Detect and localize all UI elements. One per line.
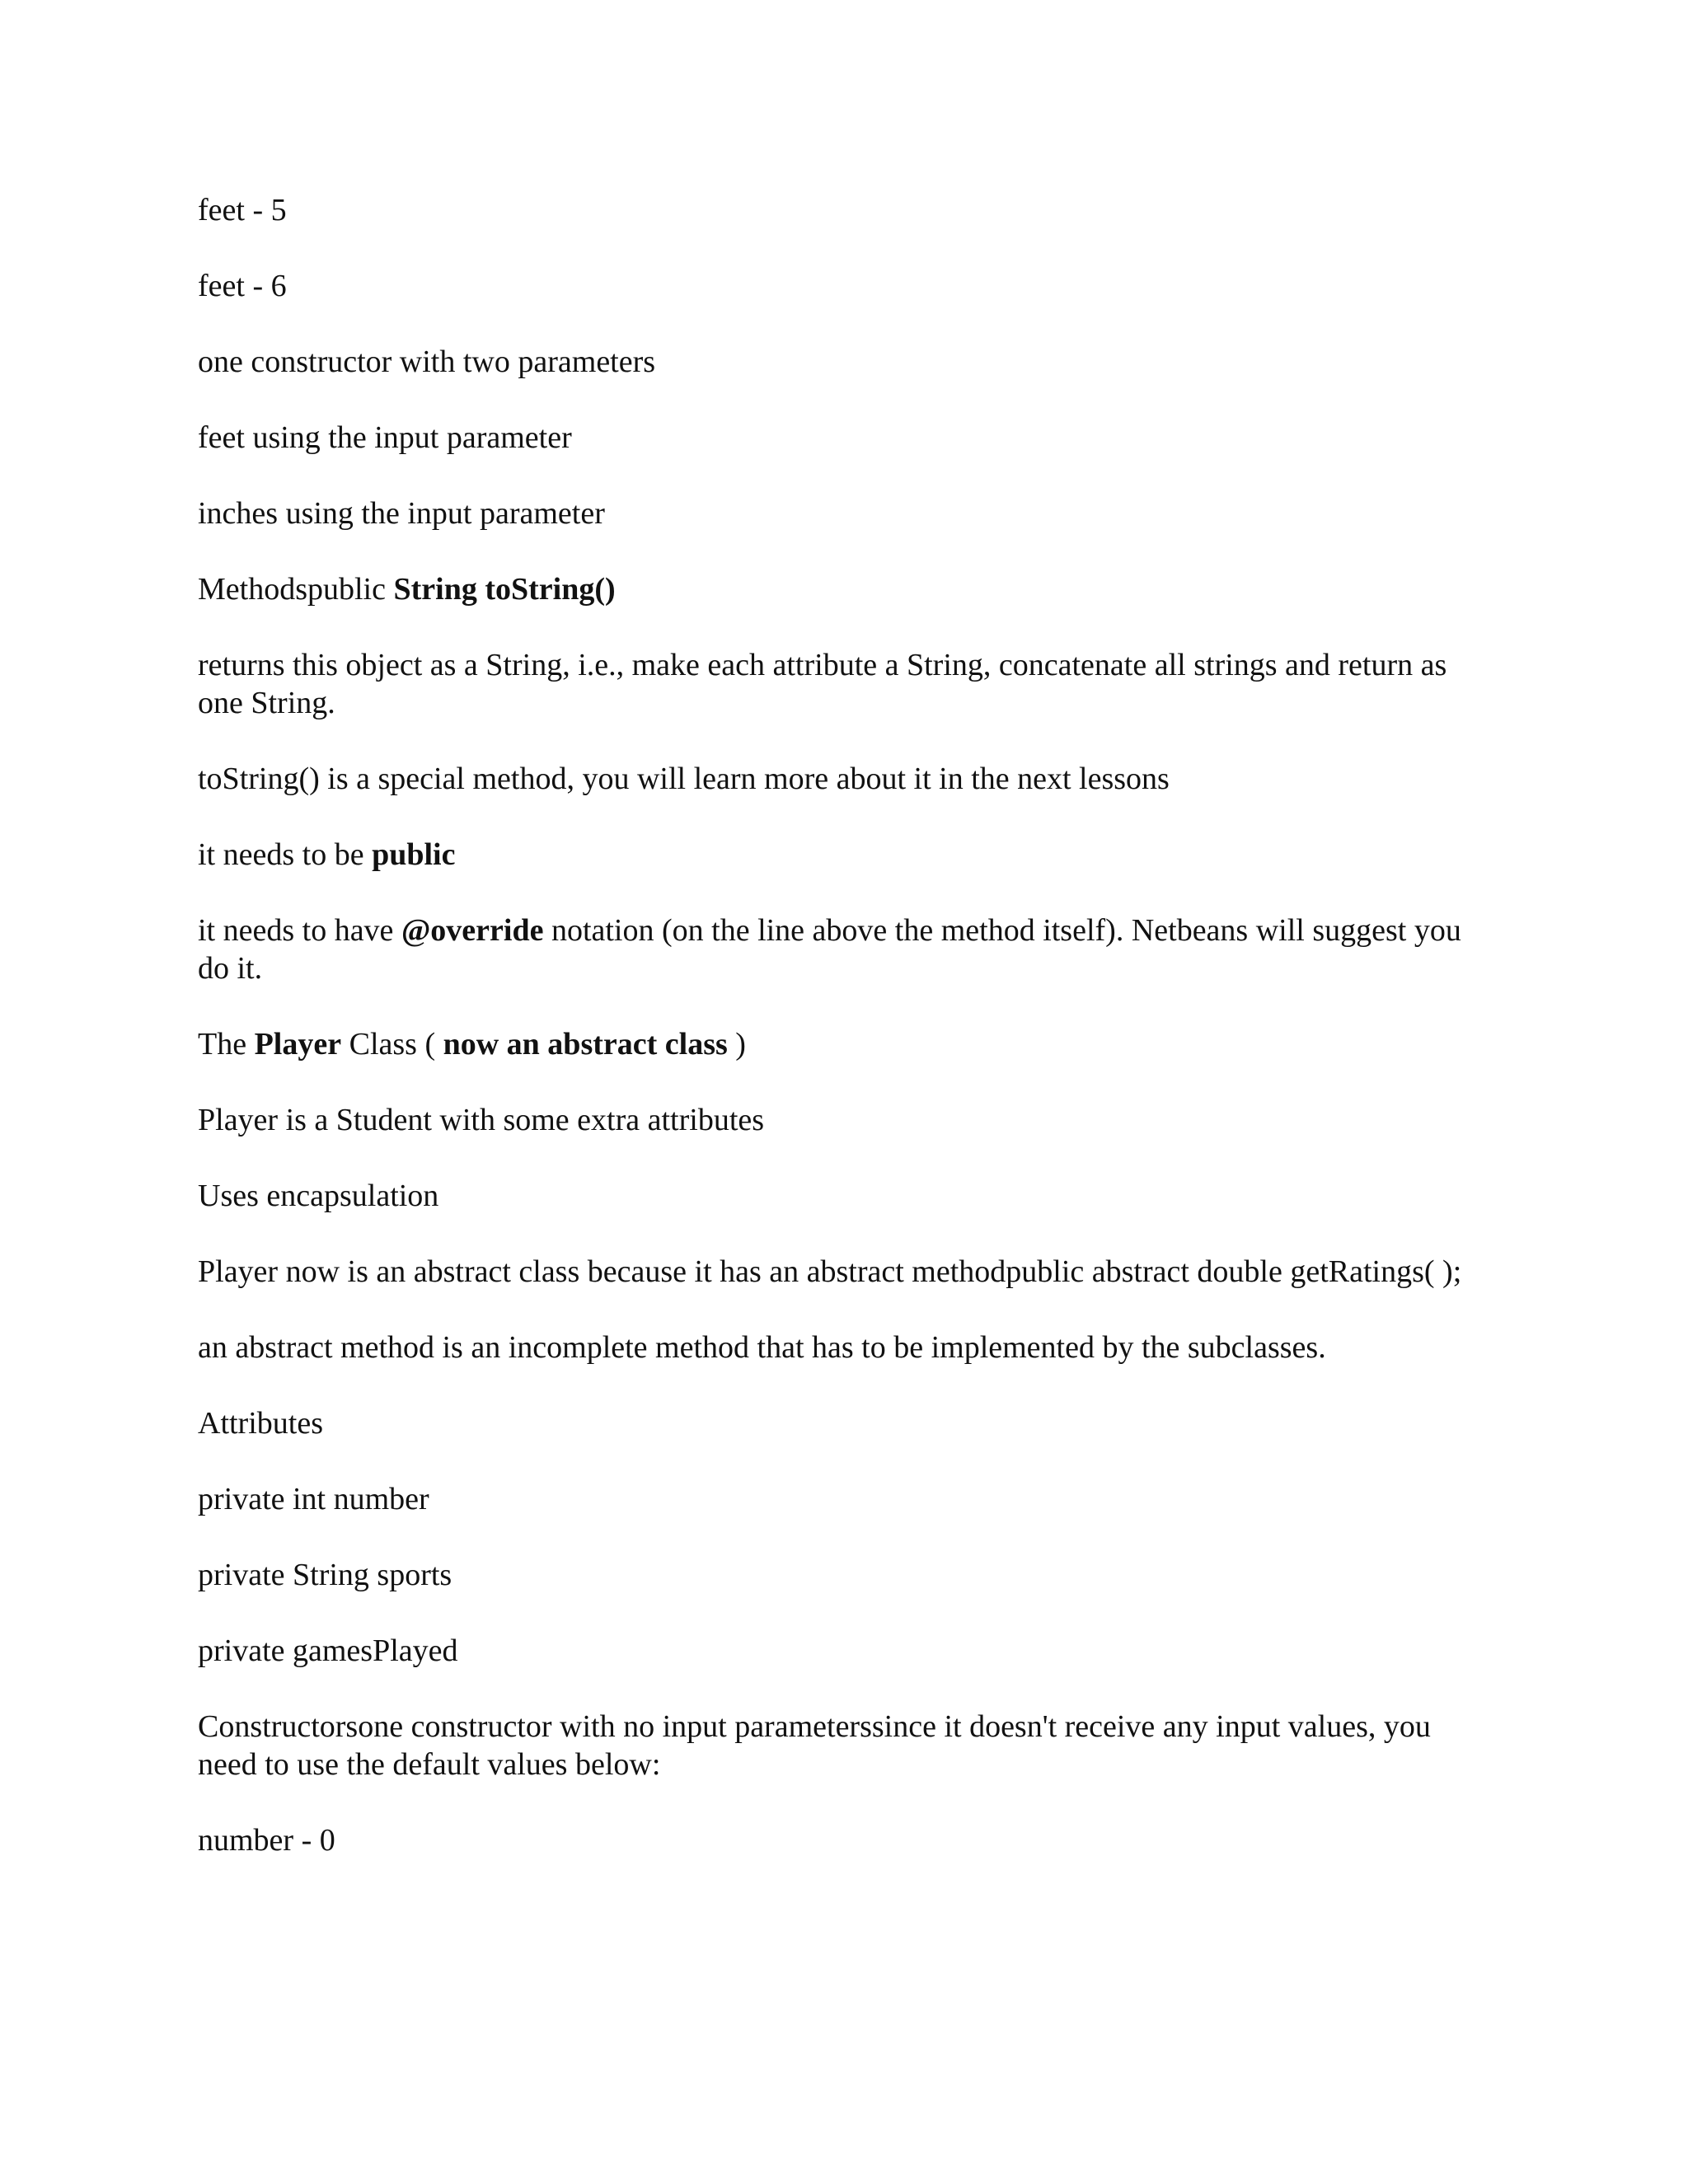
text-line: Player now is an abstract class because it has an abstract methodpublic abstract double getRatings( ); <box>198 1254 1462 1289</box>
text-line: Uses encapsulation <box>198 1179 439 1213</box>
text-line: Attributes <box>198 1406 323 1441</box>
text-run: it needs to have <box>198 913 401 948</box>
text-line: feet - 6 <box>198 269 287 303</box>
bold-text: public <box>372 837 456 872</box>
bold-text: @override <box>401 913 544 948</box>
text-line: an abstract method is an incomplete method that has to be implemented by the subclasses. <box>198 1330 1326 1365</box>
text-line: private int number <box>198 1482 429 1516</box>
text-line: number - 0 <box>198 1823 335 1858</box>
text-line: feet using the input parameter <box>198 420 572 455</box>
text-run: it needs to be <box>198 837 373 872</box>
text-line <box>198 836 1484 874</box>
bold-text: now an abstract class <box>443 1027 728 1062</box>
document-body <box>198 191 1484 1859</box>
text-run: The <box>198 1027 255 1062</box>
text-line: private gamesPlayed <box>198 1633 458 1668</box>
text-line: Player is a Student with some extra attributes <box>198 1103 765 1137</box>
text-run: Class ( <box>341 1027 443 1062</box>
text-run: notation (on the line above the method itself). Netbeans will suggest you do it. <box>198 913 1461 986</box>
text-line: Constructorsone constructor with no input parameterssince it doesn't receive any input values, you need to use the default values below: <box>198 1709 1431 1782</box>
text-line <box>198 912 1484 987</box>
text-line: inches using the input parameter <box>198 496 605 531</box>
text-line: returns this object as a String, i.e., make each attribute a String, concatenate all strings and return as one String. <box>198 648 1447 720</box>
text-line: private String sports <box>198 1558 452 1592</box>
text-line: one constructor with two parameters <box>198 344 656 379</box>
text-run: ) <box>727 1027 746 1062</box>
text-line <box>198 570 1484 608</box>
text-line: feet - 5 <box>198 193 287 227</box>
bold-text: String toString() <box>393 572 616 607</box>
text-line: toString() is a special method, you will learn more about it in the next lessons <box>198 762 1170 796</box>
bold-text: Player <box>254 1027 342 1062</box>
text-line <box>198 1025 1484 1063</box>
text-run: Methodspublic <box>198 572 394 607</box>
